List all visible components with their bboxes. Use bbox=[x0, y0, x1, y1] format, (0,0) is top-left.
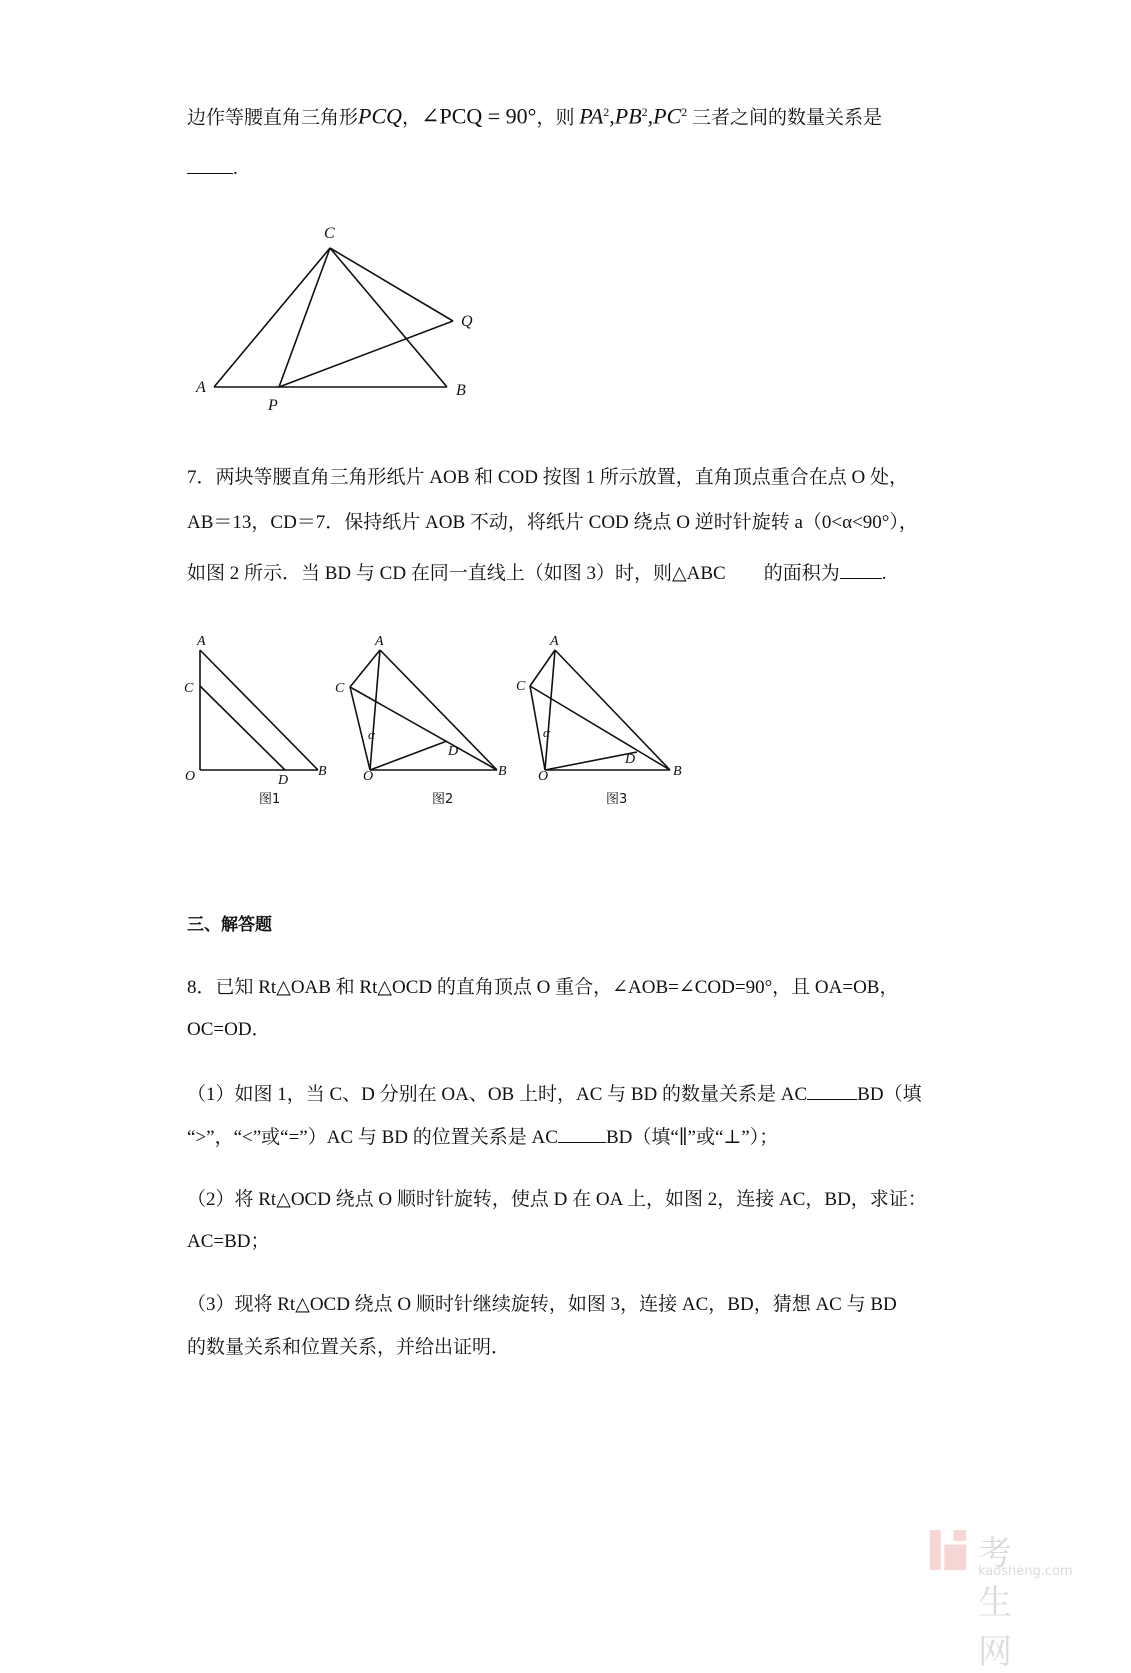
segment bbox=[350, 650, 380, 687]
segment bbox=[530, 650, 555, 686]
point-label: 图1 bbox=[259, 792, 281, 807]
point-label: 图2 bbox=[432, 792, 454, 807]
label-a: A bbox=[196, 379, 206, 396]
point-label: A bbox=[197, 634, 206, 649]
text: 的面积为 bbox=[763, 563, 840, 584]
segment bbox=[530, 686, 670, 770]
point-label: C bbox=[516, 679, 526, 694]
q7-line3 bbox=[187, 560, 886, 586]
watermark-text: 考生网 bbox=[978, 1534, 1014, 1672]
segment bbox=[370, 650, 380, 770]
segment bbox=[279, 248, 330, 387]
segment bbox=[350, 687, 370, 770]
text: ， bbox=[402, 107, 422, 129]
text: 三者之间的数量关系是 bbox=[692, 107, 883, 129]
answer-blank[interactable] bbox=[807, 1081, 857, 1100]
text: BD（填 bbox=[857, 1084, 922, 1105]
text: ，则 bbox=[536, 107, 575, 129]
text: BD（填“∥”或“⊥”）； bbox=[605, 1127, 779, 1148]
q7-line1: 7．两块等腰直角三角形纸片 AOB 和 COD 按图 1 所示放置，直角顶点重合在点 O 处， bbox=[187, 467, 908, 488]
point-label: B bbox=[498, 764, 507, 779]
q8-part2-line1: （2）将 Rt△OCD 绕点 O 顺时针旋转，使点 D 在 OA 上，如图 2，连接 AC，BD，求证： bbox=[187, 1189, 927, 1210]
q8-part3-line2: 的数量关系和位置关系，并给出证明． bbox=[187, 1337, 511, 1358]
segment bbox=[214, 248, 330, 387]
point-label: α bbox=[368, 727, 375, 742]
exp: 2 bbox=[603, 105, 610, 119]
text: . bbox=[881, 563, 887, 584]
watermark-url: kaosheng.com bbox=[978, 1564, 1073, 1579]
segment bbox=[200, 650, 318, 770]
point-label: D bbox=[278, 773, 289, 788]
q7-figure-3 bbox=[516, 634, 682, 807]
point-label: O bbox=[538, 769, 549, 784]
label-b: B bbox=[456, 382, 466, 399]
segment bbox=[370, 741, 447, 770]
point-label: O bbox=[185, 769, 196, 784]
q8-part2-line2: AC=BD； bbox=[187, 1231, 270, 1252]
q8-part3-line1: （3）现将 Rt△OCD 绕点 O 顺时针继续旋转，如图 3，连接 AC，BD，猜想 AC 与 BD bbox=[187, 1294, 897, 1315]
q8-part1-line2 bbox=[187, 1124, 778, 1150]
q7-figure-1 bbox=[184, 634, 327, 807]
text: 边作等腰直角三角形 bbox=[187, 107, 359, 129]
q7-line2: AB＝13，CD＝7．保持纸片 AOB 不动，将纸片 COD 绕点 O 逆时针旋转 a（0<α<90°）， bbox=[187, 512, 918, 533]
math-angle: ∠PCQ = 90° bbox=[421, 103, 537, 129]
section-title: 三、解答题 bbox=[187, 915, 272, 935]
math: PCQ bbox=[358, 103, 403, 129]
point-label: α bbox=[543, 725, 550, 740]
segment bbox=[330, 248, 453, 321]
q6-figure bbox=[195, 225, 473, 414]
math: PA bbox=[579, 103, 604, 129]
math: PC bbox=[653, 103, 682, 129]
segment bbox=[380, 650, 497, 770]
point-label: O bbox=[363, 769, 374, 784]
point-label: 图3 bbox=[606, 792, 628, 807]
answer-blank[interactable] bbox=[558, 1124, 606, 1143]
q8-part1-line1 bbox=[187, 1081, 922, 1107]
q8-line1: 8．已知 Rt△OAB 和 Rt△OCD 的直角顶点 O 重合，∠AOB=∠COD=90°，且 OA=OB， bbox=[187, 977, 899, 998]
segment bbox=[545, 650, 555, 770]
segment bbox=[200, 686, 285, 770]
text: （1）如图 1，当 C、D 分别在 OA、OB 上时，AC 与 BD 的数量关系是 AC bbox=[187, 1084, 808, 1105]
point-label: A bbox=[375, 634, 384, 649]
point-label: B bbox=[318, 764, 327, 779]
point-label: C bbox=[184, 681, 194, 696]
answer-blank[interactable] bbox=[840, 560, 882, 579]
exp: 2 bbox=[641, 105, 648, 119]
text: . bbox=[233, 158, 238, 179]
point-label: D bbox=[448, 744, 459, 759]
segment bbox=[555, 650, 670, 770]
label-q: Q bbox=[461, 313, 473, 330]
exp: 2 bbox=[681, 105, 688, 119]
label-c: C bbox=[324, 225, 335, 242]
q6-line1: 边作等腰直角三角形PCQ，∠PCQ = 90°，则 $PA^2,PB^2,PC^2$ 三者之间的数量关系是 bbox=[187, 103, 883, 129]
segment bbox=[545, 752, 637, 770]
text: “>”，“<”或“=”）AC 与 BD 的位置关系是 AC bbox=[187, 1127, 558, 1148]
point-label: A bbox=[550, 634, 559, 649]
q8-line2: OC=OD． bbox=[187, 1019, 271, 1040]
segment bbox=[330, 248, 447, 387]
text: 如图 2 所示．当 BD 与 CD 在同一直线上（如图 3）时，则△ABC bbox=[187, 563, 726, 584]
label-p: P bbox=[268, 397, 278, 414]
point-label: C bbox=[335, 681, 345, 696]
math: PB bbox=[614, 103, 642, 129]
point-label: D bbox=[625, 752, 636, 767]
q7-figure-2 bbox=[335, 634, 507, 807]
segment bbox=[279, 321, 453, 387]
watermark-logo-icon bbox=[928, 1530, 968, 1570]
point-label: B bbox=[673, 764, 682, 779]
